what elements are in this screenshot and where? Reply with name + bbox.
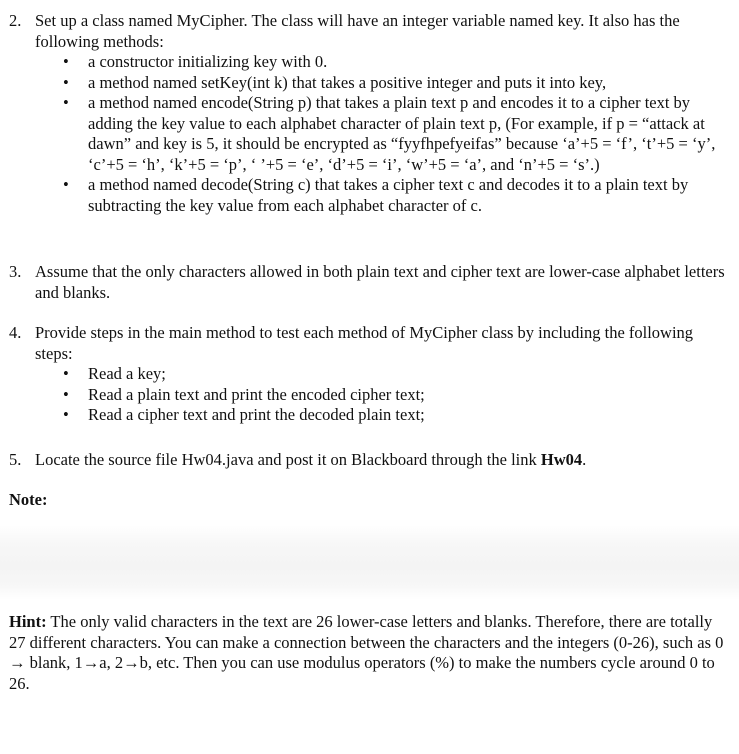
bullet-list <box>35 52 729 216</box>
item-intro: Provide steps in the main method to test each method of MyCipher class by including the following steps: <box>35 323 694 363</box>
bullet-icon: • <box>63 93 69 112</box>
item-text-before: Locate the source file Hw04.java and post it on Blackboard through the link <box>35 450 541 469</box>
bullet-icon: • <box>63 52 69 71</box>
bullet-text: a method named decode(String c) that takes a cipher text c and decodes it to a plain text by subtracting the key value from each alphabet character of c. <box>88 175 689 215</box>
item-content <box>35 323 729 426</box>
item-content <box>35 11 729 216</box>
item-number: 2. <box>9 11 22 30</box>
item-text-after: . <box>582 450 587 469</box>
item-text <box>35 450 729 471</box>
bullet-item <box>35 93 729 175</box>
redacted-area <box>0 525 739 600</box>
hint-label: Hint: <box>9 612 47 631</box>
bullet-item <box>35 385 729 406</box>
item-number: 3. <box>9 262 22 281</box>
item-number: 4. <box>9 323 22 342</box>
list-item-5 <box>9 450 729 471</box>
note-heading: Note: <box>9 490 48 509</box>
item-number: 5. <box>9 450 22 469</box>
bullet-icon: • <box>63 175 69 194</box>
bullet-text: Read a plain text and print the encoded cipher text; <box>88 384 425 404</box>
list-item-2 <box>9 11 729 216</box>
item-intro: Set up a class named MyCipher. The class will have an integer variable named key. It also has the following methods: <box>35 11 680 51</box>
bullet-list <box>35 364 729 426</box>
bullet-item <box>35 52 729 73</box>
bullet-icon: • <box>63 405 69 424</box>
hint-paragraph <box>9 612 731 694</box>
bullet-item <box>35 175 729 216</box>
list-item-4 <box>9 323 729 426</box>
bullet-item <box>35 364 729 385</box>
bullet-icon: • <box>63 72 69 92</box>
hw04-link-label: Hw04 <box>540 450 583 469</box>
bullet-text: Read a key; <box>88 364 166 383</box>
bullet-text: a method named encode(String p) that takes a plain text p and encodes it to a cipher text by adding the key value to each alphabet character of plain text p, (For example, if p = “attack at dawn” and key is 5, it should be encrypted as “fyyfhpefyeifas” because ‘a’+5 = ‘f’, ‘t’+5 = ‘y’, ‘c’+5 = ‘h’, ‘k’+5 = ‘p’, ‘ ’+5 = ‘e’, ‘d’+5 = ‘i’, ‘w’+5 = ‘a’, and ‘n’+5 = ‘s’.) <box>88 93 716 174</box>
hint-text: The only valid characters in the text are 26 lower-case letters and blanks. Therefore, there are totally 27 different characters. You can make a connection between the characters and the integers (0-26), such as 0 → blank, 1→a, 2→b, etc. Then you can use modulus operators (%) to make the numbers cycle around 0 to 26. <box>9 612 724 693</box>
bullet-text: Read a cipher text and print the decoded plain text; <box>88 405 425 424</box>
bullet-icon: • <box>63 384 69 404</box>
bullet-text: a method named setKey(int k) that takes a positive integer and puts it into key, <box>88 72 607 92</box>
bullet-text: a constructor initializing key with 0. <box>88 52 328 71</box>
list-item-3 <box>9 262 729 303</box>
bullet-icon: • <box>63 364 69 383</box>
bullet-item <box>35 73 729 94</box>
bullet-item <box>35 405 729 426</box>
item-text: Assume that the only characters allowed in both plain text and cipher text are lower-case alphabet letters and blanks. <box>35 262 725 302</box>
